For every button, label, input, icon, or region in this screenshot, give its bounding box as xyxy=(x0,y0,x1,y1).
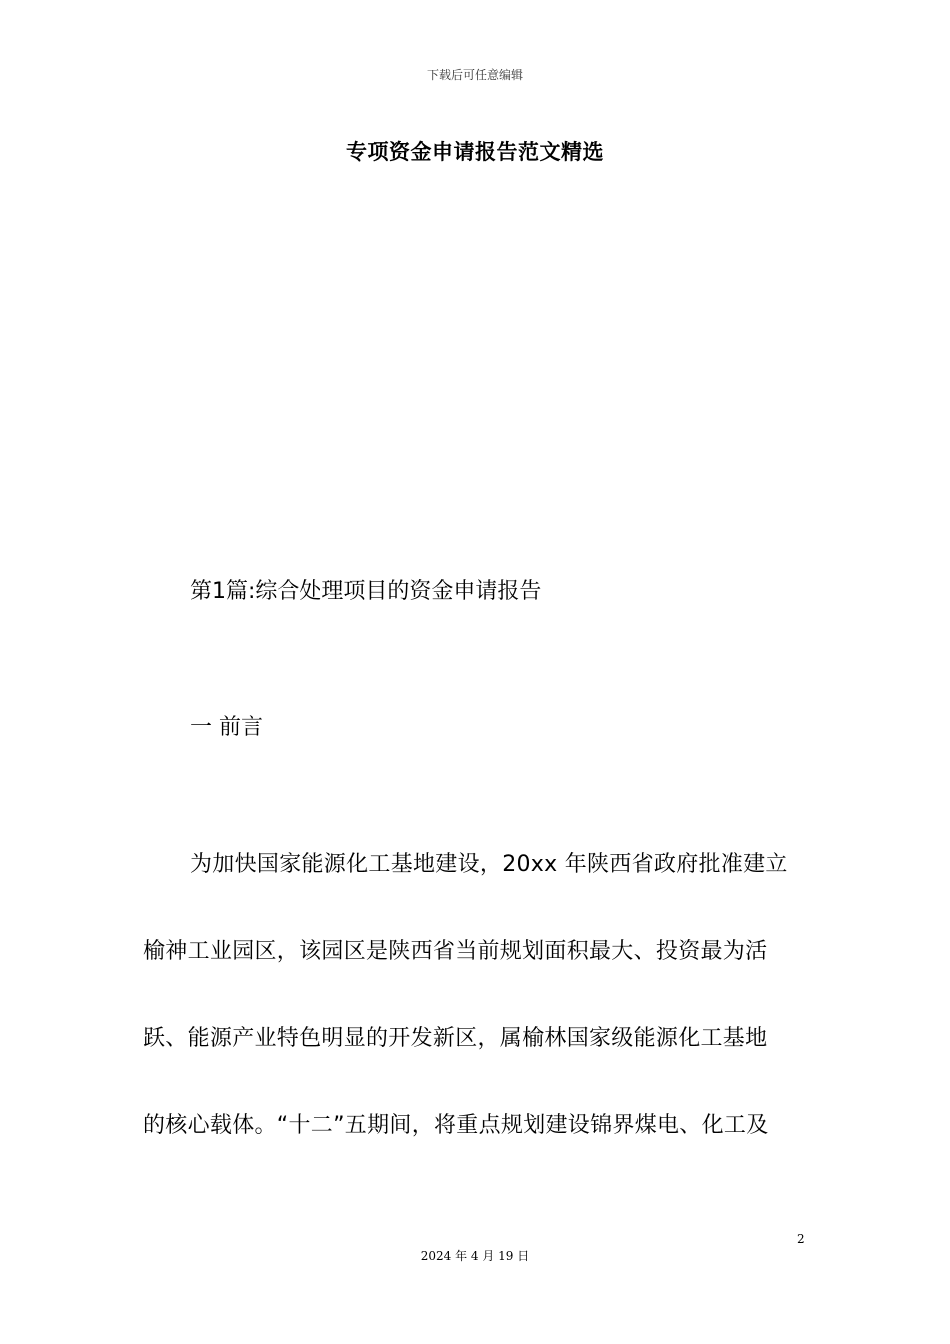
footer-date: 2024 年 4 月 19 日 xyxy=(420,1249,530,1263)
paragraph-line: 榆神工业园区，该园区是陕西省当前规划面积最大、投资最为活 xyxy=(143,939,768,964)
paragraph-line: 为加快国家能源化工基地建设，20xx 年陕西省政府批准建立 xyxy=(190,852,788,877)
document-title: 专项资金申请报告范文精选 xyxy=(346,140,604,164)
paragraph-line: 的核心载体。“十二”五期间，将重点规划建设锦界煤电、化工及 xyxy=(143,1113,769,1138)
header-note: 下载后可任意编辑 xyxy=(426,68,523,82)
chapter-heading: 第1篇:综合处理项目的资金申请报告 xyxy=(190,579,542,604)
page-number: 2 xyxy=(797,1232,805,1246)
section-heading: 一 前言 xyxy=(190,715,263,740)
paragraph-line: 跃、能源产业特色明显的开发新区，属榆林国家级能源化工基地 xyxy=(143,1026,768,1051)
